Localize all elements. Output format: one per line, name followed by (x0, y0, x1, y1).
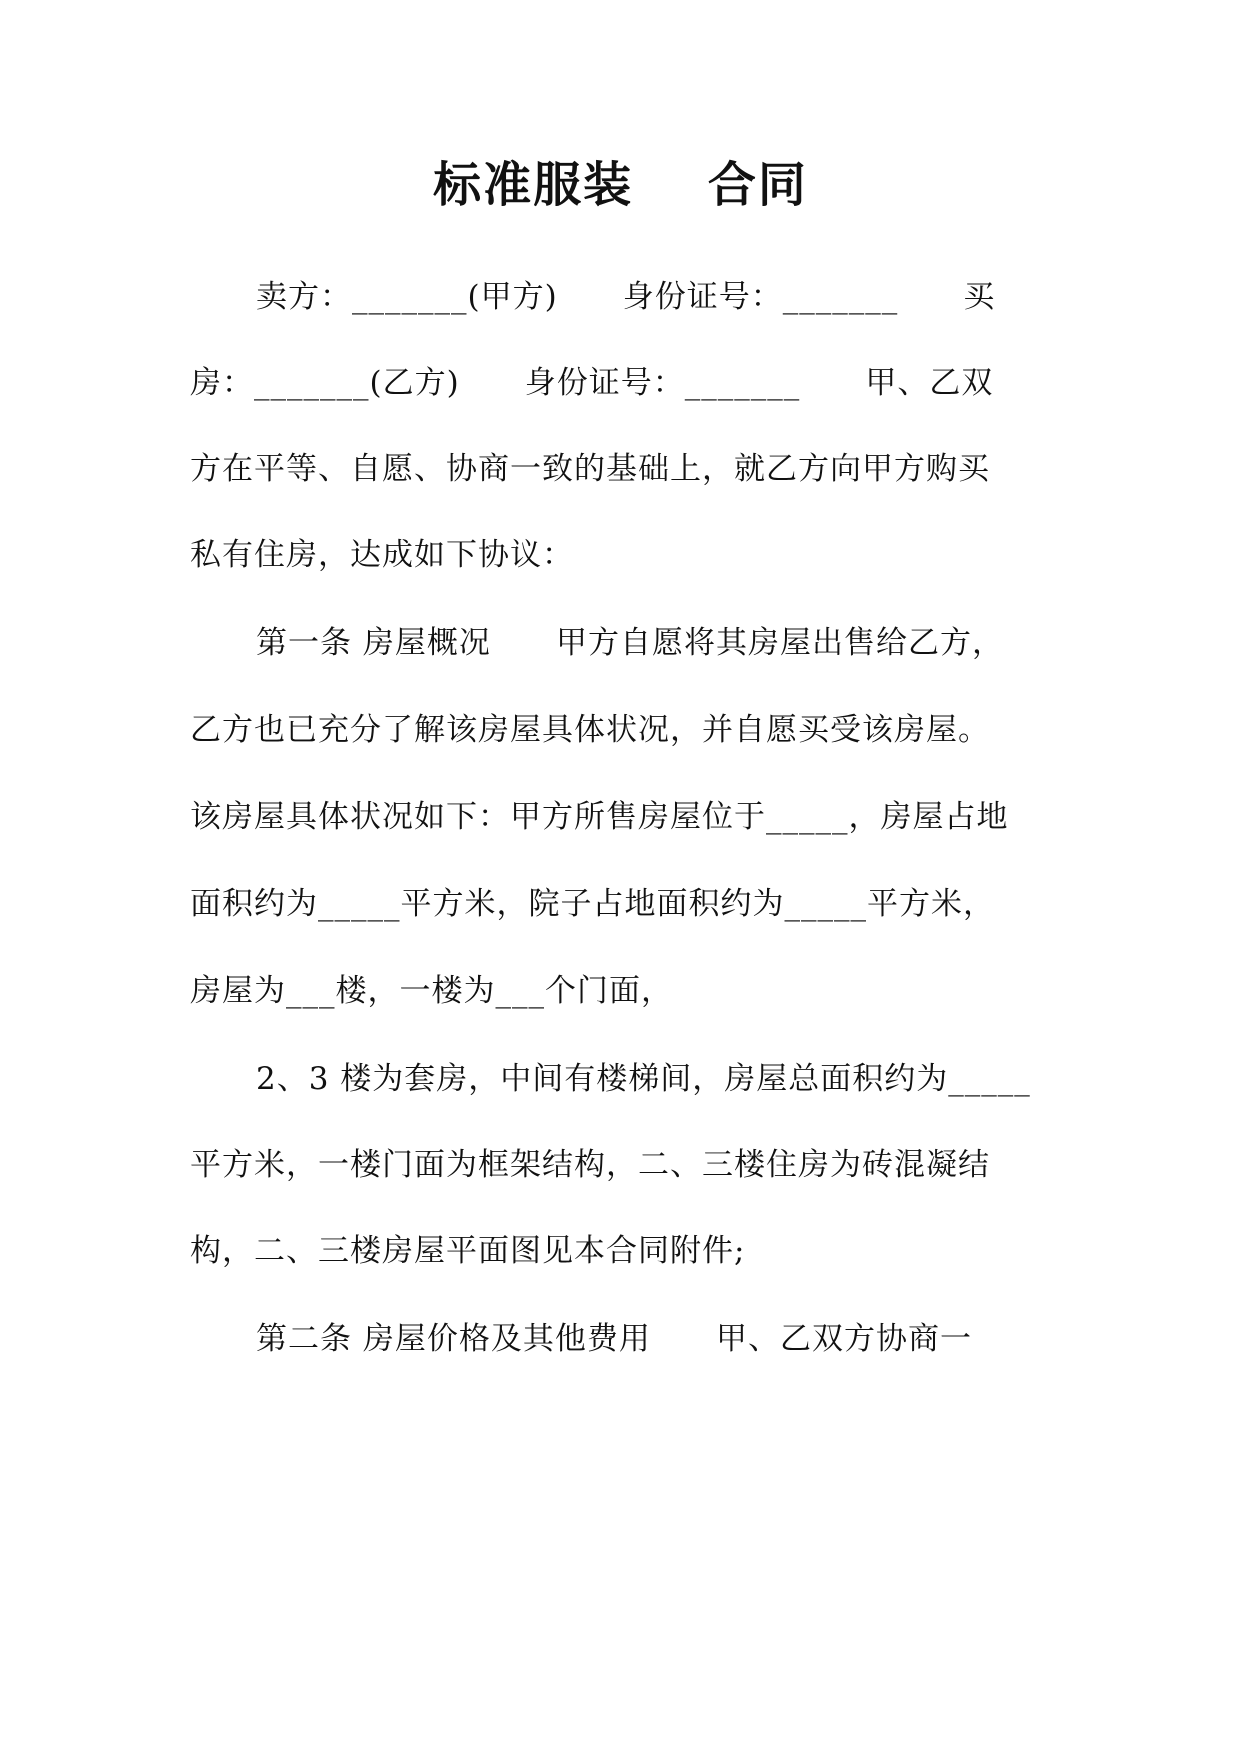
paragraph-line: 房：_______(乙方) 身份证号：_______ 甲、乙双 (190, 365, 994, 401)
paragraph-line: 卖方：_______(甲方) 身份证号：_______ 买 (256, 279, 996, 315)
paragraph-line: 第一条 房屋概况 甲方自愿将其房屋出售给乙方， (256, 625, 1004, 661)
paragraph-line: 2、3 楼为套房，中间有楼梯间，房屋总面积约为_____ (256, 1061, 1031, 1097)
paragraph-line: 该房屋具体状况如下：甲方所售房屋位于_____，房屋占地 (190, 799, 1009, 835)
paragraph-line: 乙方也已充分了解该房屋具体状况，并自愿买受该房屋。 (190, 712, 990, 748)
document-title: 标准服装 合同 (433, 157, 808, 213)
paragraph-line: 房屋为___楼，一楼为___个门面， (190, 973, 673, 1009)
paragraph-line: 平方米，一楼门面为框架结构，二、三楼住房为砖混凝结 (190, 1147, 990, 1183)
paragraph-line: 私有住房，达成如下协议： (190, 537, 574, 573)
paragraph-line: 构，二、三楼房屋平面图见本合同附件; (190, 1233, 746, 1269)
paragraph-line: 方在平等、自愿、协商一致的基础上，就乙方向甲方购买 (190, 451, 990, 487)
paragraph-line: 面积约为_____平方米，院子占地面积约为_____平方米， (190, 886, 995, 922)
paragraph-line: 第二条 房屋价格及其他费用 甲、乙双方协商一 (256, 1321, 972, 1357)
